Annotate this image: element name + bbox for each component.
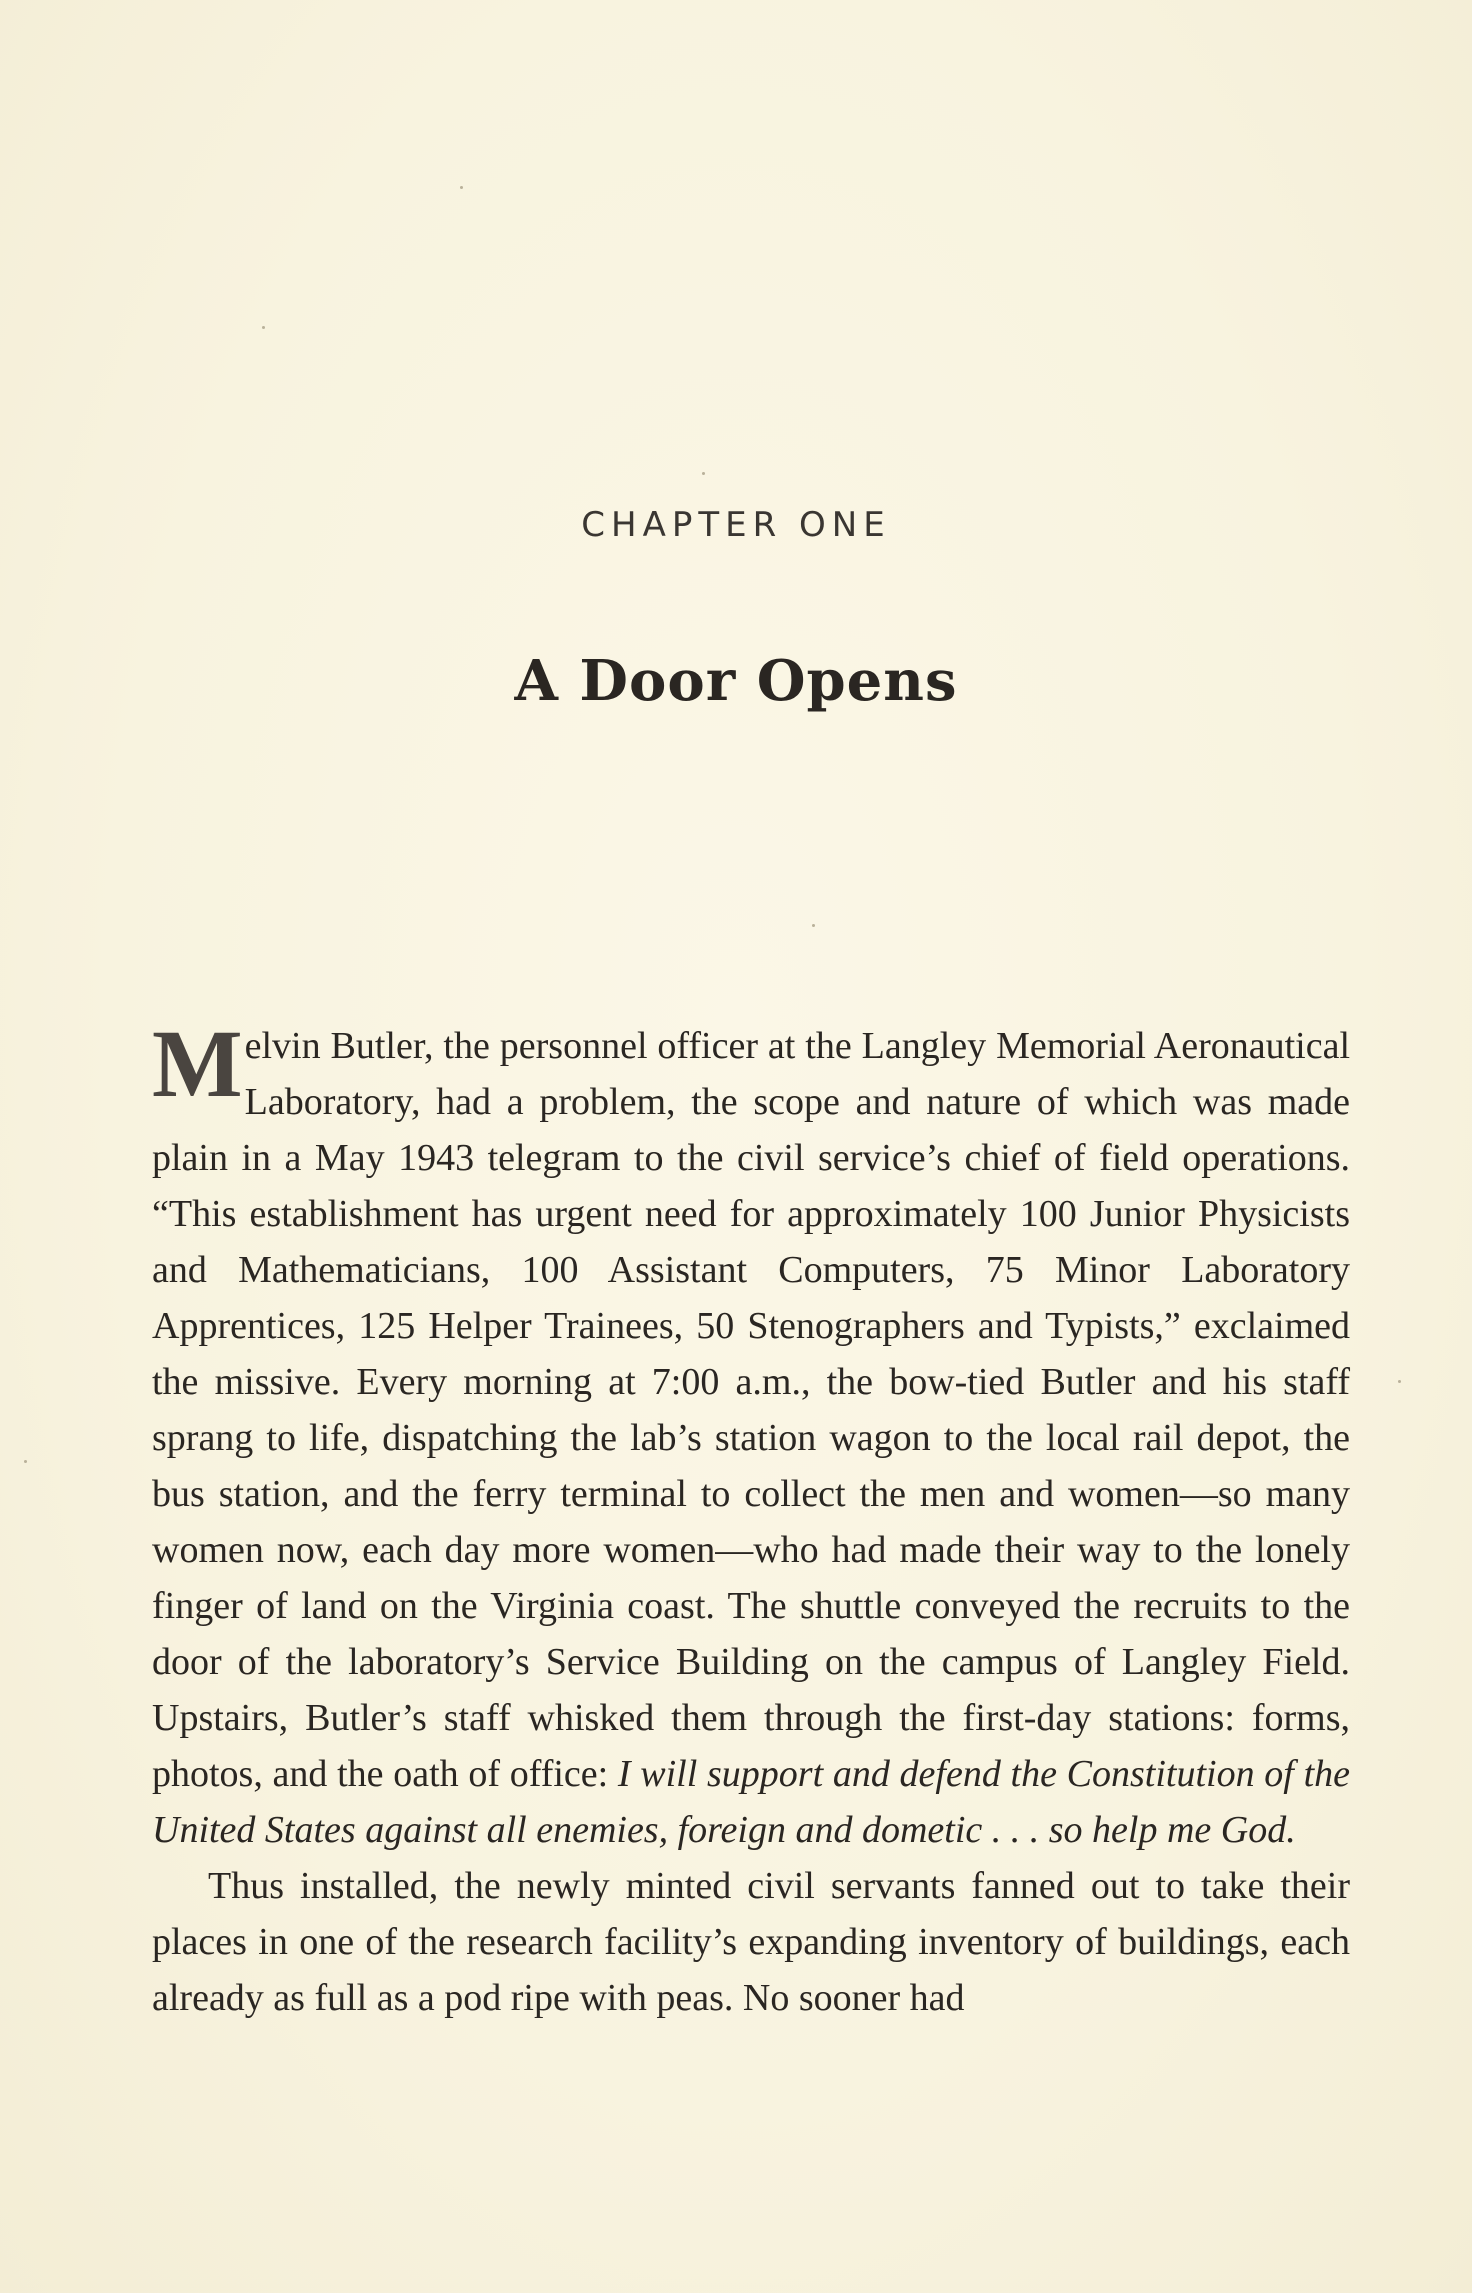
paper-speck — [24, 1460, 27, 1463]
paper-speck — [702, 472, 705, 475]
paragraph-1 — [152, 1010, 1350, 1858]
body-text — [152, 1010, 1350, 2026]
paper-speck — [812, 924, 815, 927]
chapter-title: A Door Opens — [514, 648, 958, 714]
paper-speck — [460, 186, 463, 189]
paper-speck — [1398, 1380, 1401, 1383]
chapter-label: CHAPTER ONE — [581, 505, 891, 545]
paragraph-2: Thus installed, the newly minted civil servants fanned out to take their places in one of the research facility’s expanding inventory of buildings, each already as full as a pod ripe with peas. No sooner had — [152, 1865, 1350, 2019]
oath-text: I will support and defend the Constitution of the United States against all enemies, foreign and dometic . . . so help me God. — [152, 1753, 1350, 1851]
drop-cap: M — [152, 1010, 243, 1117]
paragraph-1-text: elvin Butler, the personnel officer at the Langley Memorial Aeronautical Laboratory, had a problem, the scope and nature of which was made plain in a May 1943 telegram to the civil service’s chief of field operations. “This establishment has urgent need for approximately 100 Junior Physicists and Mathematicians, 100 Assistant Computers, 75 Minor Laboratory Apprentices, 125 Helper Trainees, 50 Stenographers and Typists,” exclaimed the missive. Every morning at 7:00 a.m., the bow-tied Butler and his staff sprang to life, dispatching the lab’s station wagon to the local rail depot, the bus station, and the ferry terminal to collect the men and women—so many women now, each day more women—who had made their way to the lonely finger of land on the Virginia coast. The shuttle conveyed the recruits to the door of the laboratory’s Service Building on the campus of Langley Field. Upstairs, Butler’s staff whisked them through the first-day stations: forms, photos, and the oath of office: — [152, 1025, 1350, 1795]
paper-speck — [262, 326, 265, 329]
